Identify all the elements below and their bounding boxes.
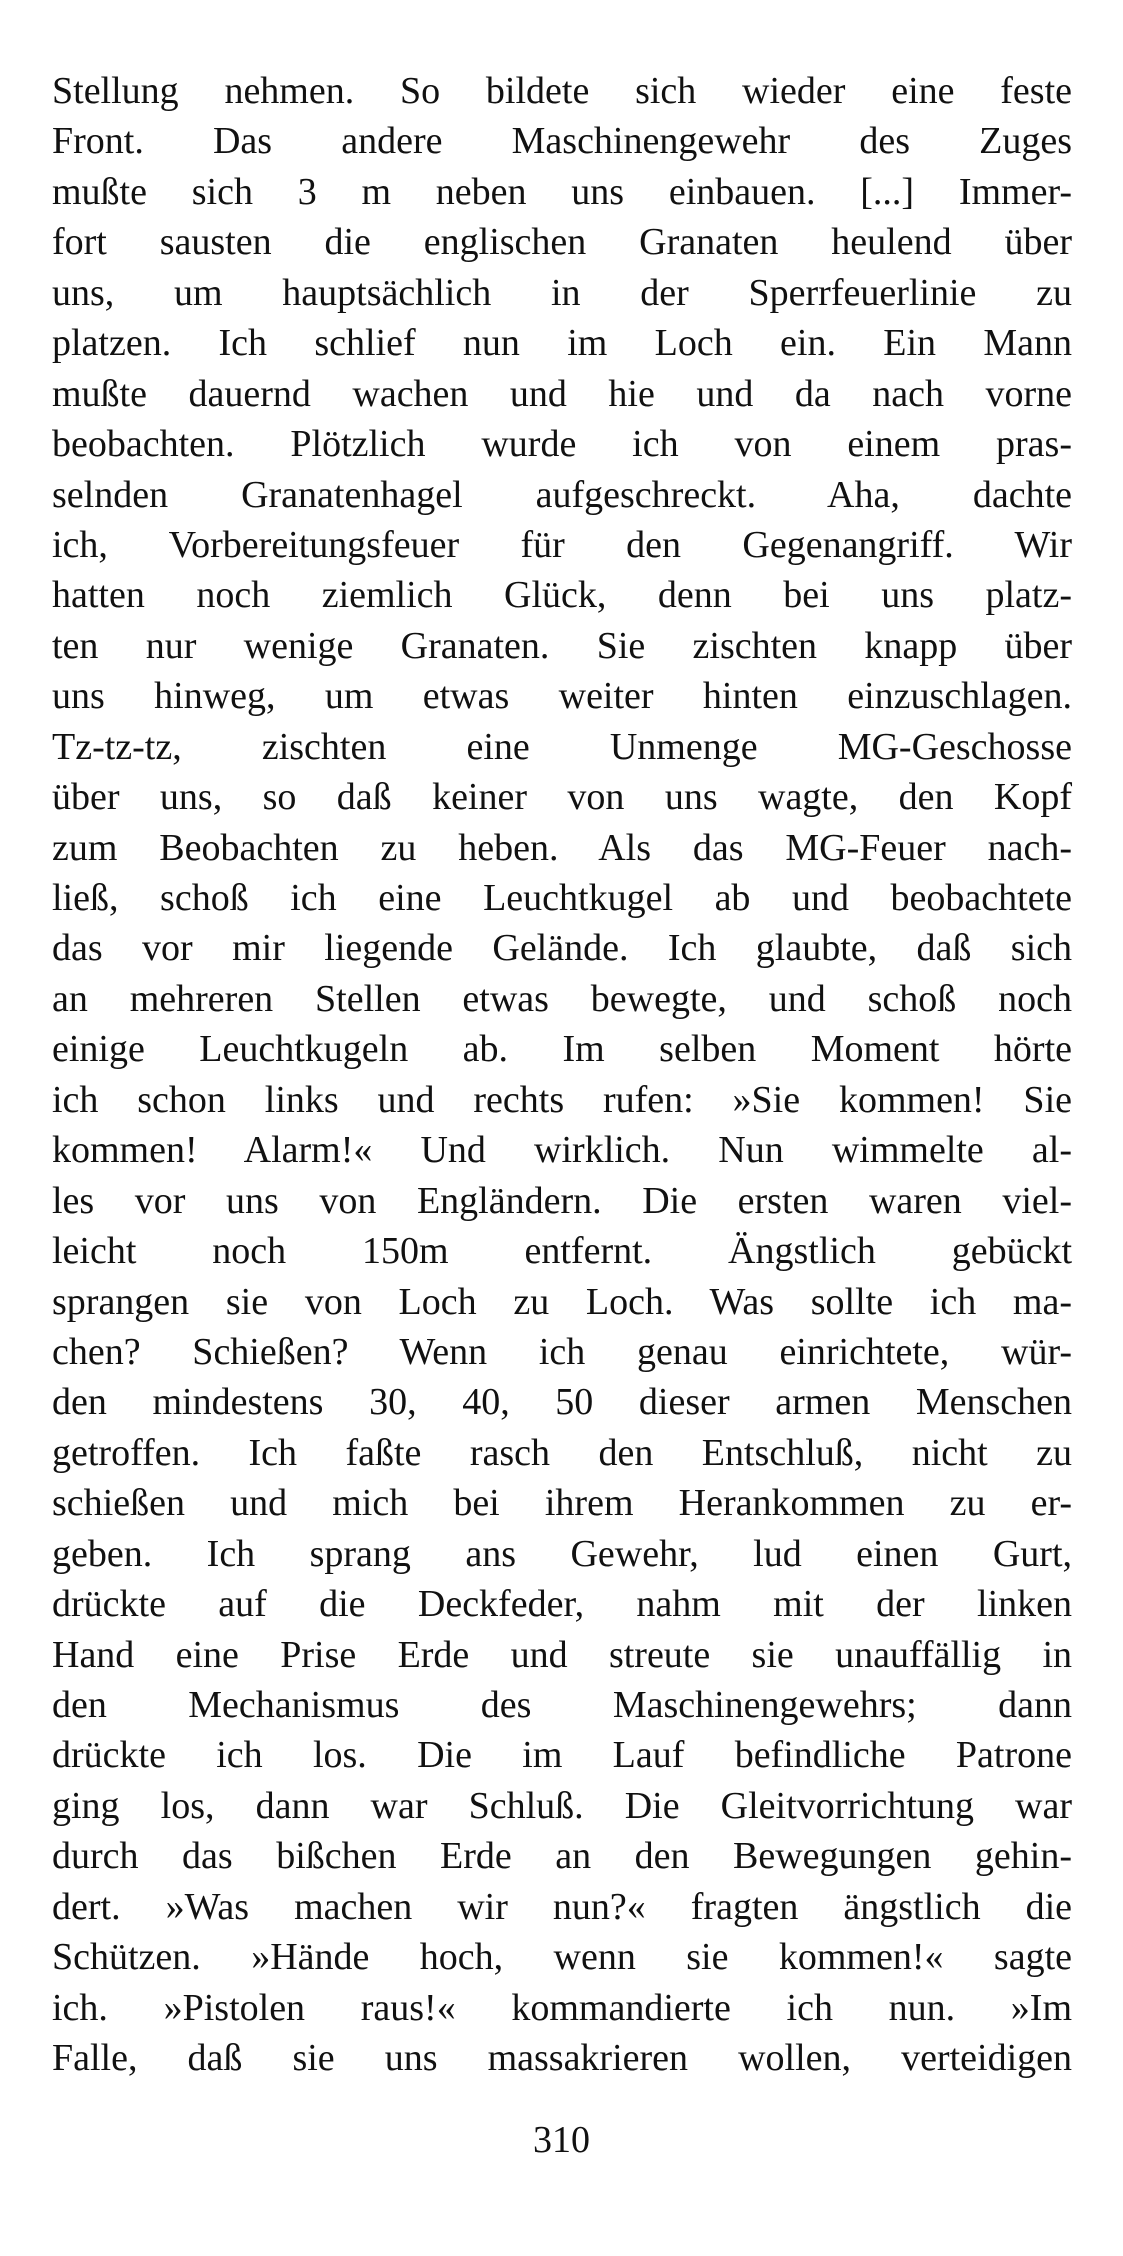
- text-line: den mindestens 30, 40, 50 dieser armen Menschen: [52, 1381, 1072, 1424]
- text-line: Falle, daß sie uns massakrieren wollen, verteidigen: [52, 2037, 1072, 2080]
- text-line: drückte auf die Deckfeder, nahm mit der linken: [52, 1583, 1072, 1626]
- text-line: Hand eine Prise Erde und streute sie unauffällig in: [52, 1633, 1072, 1676]
- text-line: den Mechanismus des Maschinengewehrs; dann: [52, 1684, 1072, 1726]
- text-line: ich. »Pistolen raus!« kommandierte ich nun. »Im: [52, 1986, 1072, 2029]
- text-line: mußte sich 3 m neben uns einbauen. [...] Immer-: [52, 170, 1072, 213]
- text-line: Schützen. »Hände hoch, wenn sie kommen!« sagte: [52, 1936, 1072, 1979]
- text-line: mußte dauernd wachen und hie und da nach vorne: [52, 372, 1072, 415]
- text-line: an mehreren Stellen etwas bewegte, und schoß noch: [52, 977, 1072, 1020]
- text-line: ten nur wenige Granaten. Sie zischten knapp über: [52, 624, 1072, 667]
- text-line: Tz-tz-tz, zischten eine Unmenge MG-Geschosse: [52, 725, 1072, 768]
- text-line: selnden Granatenhagel aufgeschreckt. Aha, dachte: [52, 473, 1072, 516]
- text-line: uns, um hauptsächlich in der Sperrfeuerlinie zu: [52, 271, 1072, 314]
- text-line: ließ, schoß ich eine Leuchtkugel ab und beobachtete: [52, 877, 1072, 919]
- text-line: fort sausten die englischen Granaten heulend über: [52, 221, 1072, 264]
- body-text: [52, 66, 1072, 2084]
- text-line: Front. Das andere Maschinengewehr des Zuges: [52, 120, 1072, 163]
- text-line: ich, Vorbereitungsfeuer für den Gegenangriff. Wir: [52, 523, 1072, 566]
- page-number: 310: [533, 2119, 590, 2161]
- text-line: Stellung nehmen. So bildete sich wieder eine feste: [52, 70, 1072, 112]
- text-line: les vor uns von Engländern. Die ersten waren viel-: [52, 1179, 1072, 1222]
- text-line: kommen! Alarm!« Und wirklich. Nun wimmelte al-: [52, 1129, 1072, 1172]
- text-line: dert. »Was machen wir nun?« fragten ängstlich die: [52, 1885, 1072, 1928]
- text-line: zum Beobachten zu heben. Als das MG-Feuer nach-: [52, 826, 1072, 869]
- text-line: schießen und mich bei ihrem Herankommen zu er-: [52, 1482, 1072, 1525]
- text-line: uns hinweg, um etwas weiter hinten einzuschlagen.: [52, 675, 1072, 718]
- text-line: leicht noch 150m entfernt. Ängstlich gebückt: [52, 1230, 1072, 1273]
- text-line: einige Leuchtkugeln ab. Im selben Moment hörte: [52, 1028, 1072, 1071]
- text-line: das vor mir liegende Gelände. Ich glaubte, daß sich: [52, 927, 1072, 970]
- text-line: ich schon links und rechts rufen: »Sie kommen! Sie: [52, 1078, 1072, 1121]
- text-line: sprangen sie von Loch zu Loch. Was sollte ich ma-: [52, 1280, 1072, 1323]
- text-line: durch das bißchen Erde an den Bewegungen gehin-: [52, 1835, 1072, 1878]
- text-line: geben. Ich sprang ans Gewehr, lud einen Gurt,: [52, 1532, 1072, 1575]
- text-line: drückte ich los. Die im Lauf befindliche Patrone: [52, 1734, 1072, 1777]
- text-line: beobachten. Plötzlich wurde ich von einem pras-: [52, 423, 1072, 466]
- text-line: hatten noch ziemlich Glück, denn bei uns platz-: [52, 574, 1072, 617]
- text-line: platzen. Ich schlief nun im Loch ein. Ein Mann: [52, 322, 1072, 365]
- text-line: chen? Schießen? Wenn ich genau einrichtete, wür-: [52, 1330, 1072, 1373]
- text-line: ging los, dann war Schluß. Die Gleitvorrichtung war: [52, 1784, 1072, 1827]
- text-line: über uns, so daß keiner von uns wagte, den Kopf: [52, 776, 1072, 819]
- text-line: getroffen. Ich faßte rasch den Entschluß, nicht zu: [52, 1431, 1072, 1474]
